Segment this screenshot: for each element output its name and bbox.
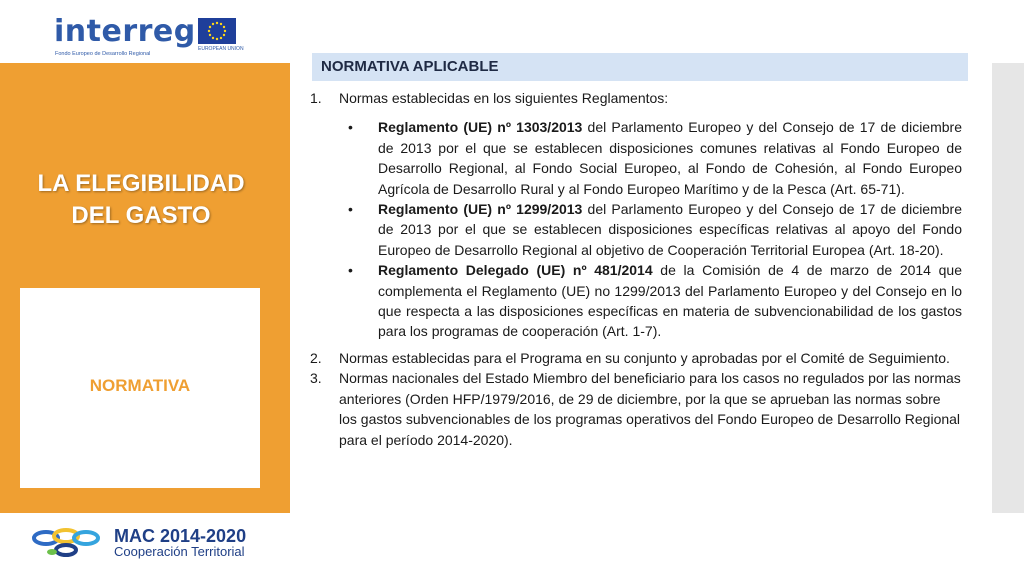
regulation-name: Reglamento Delegado (UE) nº 481/2014 [378, 262, 653, 279]
bullet-icon: • [348, 119, 353, 136]
regulation-description: del Parlamento Europeo y del Consejo de 17 de diciembre de 2013 por el que se establecen disposiciones específicas relativas al apoyo del Fondo Europeo de Desarrollo Regional al objetivo de Cooperación Territorial Europea (Art. 18-20). [378, 201, 962, 258]
right-decorative-bar [992, 63, 1024, 513]
mac-logo [30, 520, 290, 566]
section-header [312, 53, 968, 81]
sidebar-panel [0, 63, 290, 513]
list-item-text: Normas nacionales del Estado Miembro del beneficiario para los casos no regulados por las normas anteriores (Orden HFP/1979/2016, de 29 de diciembre, por la que se aprueban las normas sobre los gastos subvencionables de los programas operativos del Fondo Europeo de Desarrollo Regional para el período 2014-2020). [339, 370, 961, 448]
interreg-logo-subtitle: Fondo Europeo de Desarrollo Regional [55, 51, 151, 57]
sidebar-card-label: NORMATIVA [89, 376, 191, 395]
mac-subtitle: Cooperación Territorial [114, 544, 245, 559]
interreg-logo [52, 14, 252, 62]
regulation-description: del Parlamento Europeo y del Consejo de 17 de diciembre de 2013 por el que se establecen disposiciones comunes relativas al Fondo Europeo de Desarrollo Regional, al Fondo Social Europeo, al Fondo de Cohesión, al Fondo Europeo Agrícola de Desarrollo Rural y al Fondo Europeo Marítimo y de la Pesca (Art. 65-71). [378, 119, 962, 197]
list-item [310, 88, 962, 108]
bullet-item [310, 199, 962, 260]
list-item-number: 2. [310, 349, 322, 366]
sidebar-title: LA ELEGIBILIDAD DEL GASTO [37, 170, 245, 229]
bullet-icon: • [348, 262, 353, 279]
mac-title: MAC 2014-2020 [114, 526, 247, 546]
regulation-name: Reglamento (UE) nº 1299/2013 [378, 201, 583, 218]
eu-label: EUROPEAN UNION [198, 46, 244, 52]
list-item-number: 3. [310, 370, 322, 387]
interreg-wordmark: interreg [54, 14, 196, 49]
sidebar-card [20, 288, 260, 488]
regulation-name: Reglamento (UE) nº 1303/2013 [378, 119, 583, 136]
section-header-label: NORMATIVA APLICABLE [321, 58, 499, 75]
list-item-text: Normas establecidas para el Programa en su conjunto y aprobadas por el Comité de Seguimiento. [339, 349, 950, 366]
regulation-description: de la Comisión de 4 de marzo de 2014 que complementa el Reglamento (UE) no 1299/2013 del Parlamento Europeo y del Consejo en lo que respecta a las disposiciones específicas en materia de subvencionabilidad de los gastos para los programas de cooperación (Art. 1-7). [378, 262, 962, 340]
main-content [310, 88, 962, 450]
eu-flag-icon [198, 18, 236, 44]
list-item-number: 1. [310, 90, 322, 106]
regulation-bullet-list [310, 117, 962, 341]
bullet-item [310, 117, 962, 199]
bullet-icon: • [348, 201, 353, 218]
list-item [310, 368, 962, 450]
mac-rings-icon [30, 520, 110, 566]
list-item-text: Normas establecidas en los siguientes Reglamentos: [339, 90, 669, 106]
bullet-item [310, 260, 962, 342]
list-item [310, 348, 962, 368]
